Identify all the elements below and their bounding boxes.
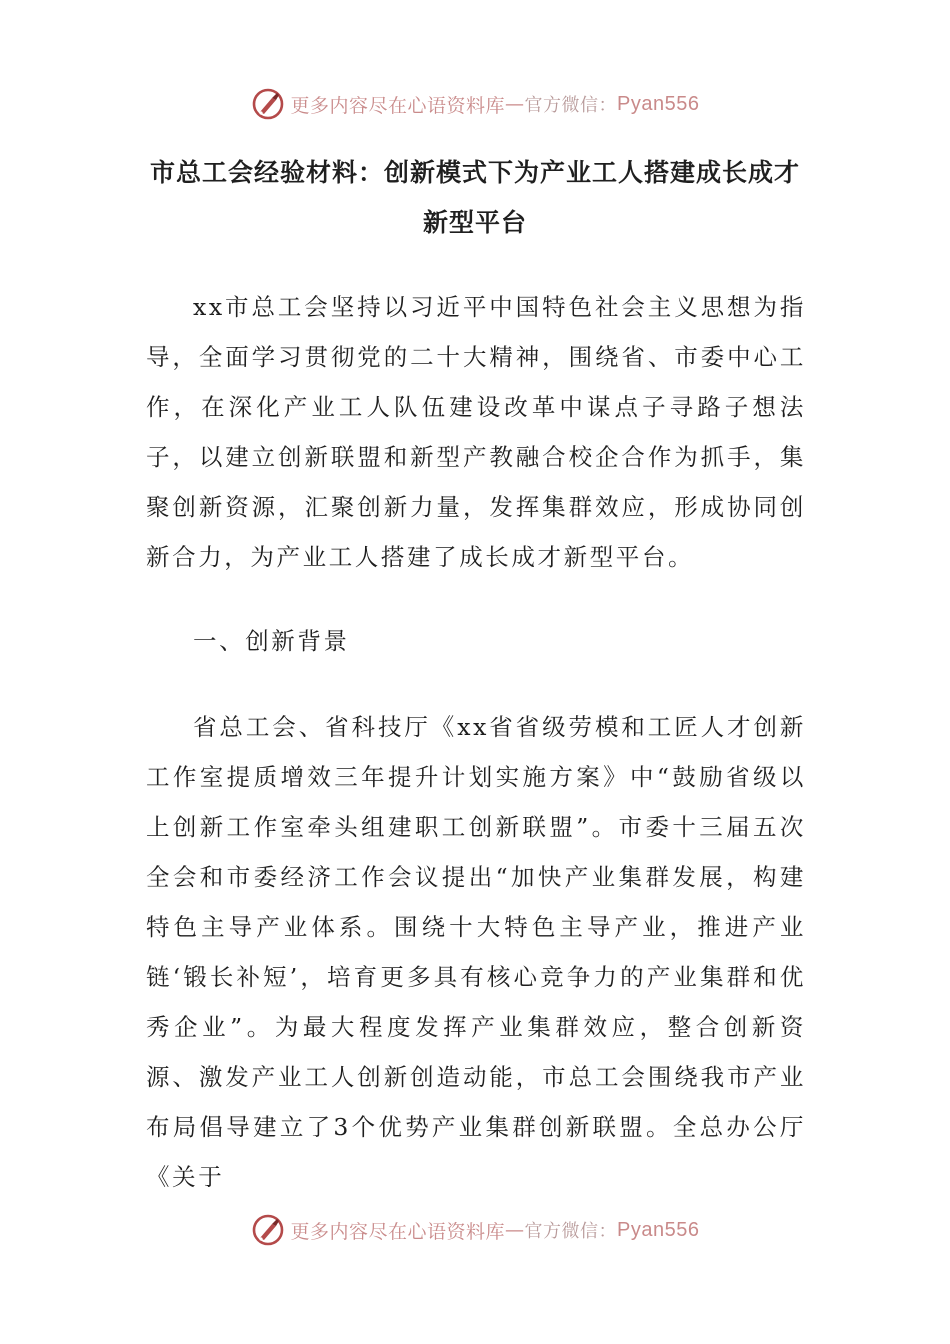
footer-watermark-banner	[0, 1208, 950, 1252]
background-paragraph: 省总工会、省科技厅《xx省省级劳模和工匠人才创新工作室提质增效三年提升计划实施方案》中“鼓励省级以上创新工作室牵头组建职工创新联盟”。市委十三届五次全会和市委经济工作会议提出“加快产业集群发展，构建特色主导产业体系。围绕十大特色主导产业，推进产业链‘锻长补短’，培育更多具有核心竞争力的产业集群和优秀企业”。为最大程度发挥产业集群效应，整合创新资源、激发产业工人创新创造动能，市总工会围绕我市产业布局倡导建立了3个优势产业集群创新联盟。全总办公厅《关于	[146, 713, 806, 1191]
document-title: 市总工会经验材料：创新模式下为产业工人搭建成长成才新型平台	[149, 158, 800, 237]
watermark-brand-text: 更多内容尽在心语资料库	[290, 1220, 506, 1243]
section-heading: 一、创新背景	[193, 627, 350, 655]
pen-nib-circle-icon	[251, 1213, 285, 1247]
pen-nib-circle-icon	[251, 87, 285, 121]
intro-paragraph: xx市总工会坚持以习近平中国特色社会主义思想为指导，全面学习贯彻党的二十大精神，围绕省、市委中心工作，在深化产业工人队伍建设改革中谋点子寻路子想法子，以建立创新联盟和新型产教融合校企合作为抓手，集聚创新资源，汇聚创新力量，发挥集群效应，形成协同创新合力，为产业工人搭建了成长成才新型平台。	[146, 293, 806, 571]
watermark-wechat-id: Pyan556	[617, 92, 700, 115]
watermark-separator: —	[505, 1219, 525, 1241]
header-watermark-banner	[0, 82, 950, 126]
watermark-brand-text: 更多内容尽在心语资料库	[290, 94, 506, 117]
watermark-wechat-label: 官方微信：	[524, 95, 618, 116]
watermark-wechat-id: Pyan556	[617, 1218, 700, 1241]
watermark-separator: —	[505, 93, 525, 115]
watermark-wechat-label: 官方微信：	[524, 1221, 618, 1242]
